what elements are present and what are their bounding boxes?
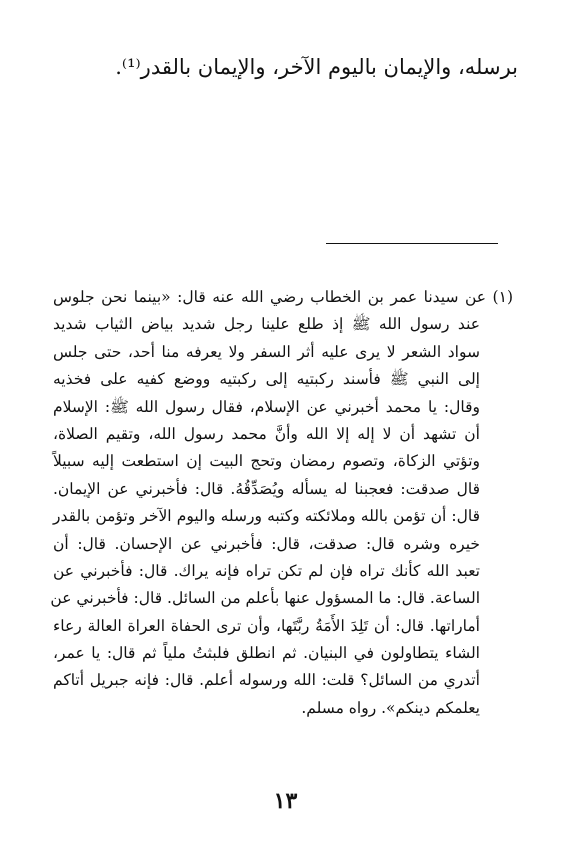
footnote-line: قال: أن تؤمن بالله وملائكته وكتبه ورسله واليوم الآخر وتؤمن بالقدر: [53, 507, 480, 526]
footnote-line: أن تشهد أن لا إله إلا الله وأنَّ محمد رسول الله، وتقيم الصلاة،: [53, 424, 480, 443]
footnote-divider: [326, 243, 498, 244]
footnote-line: أتدري من السائل؟ قلت: الله ورسوله أعلم. قال: فإنه جبريل أتاكم: [53, 671, 480, 690]
footnote-line: خيره وشره قال: صدقت، قال: فأخبرني عن الإحسان. قال: أن: [53, 534, 480, 553]
footnote-line: الشاء يتطاولون في البنيان. ثم انطلق فلبثتُ ملياً ثم قال: يا عمر،: [53, 644, 480, 663]
footnote: [50, 284, 513, 722]
footnote-line: إلى النبي ﷺ فأسند ركبتيه إلى ركبتيه ووضع كفيه على فخذيه: [53, 370, 480, 389]
footnote-line: وتؤتي الزكاة، وتصوم رمضان وتحج البيت إن استطعت إليه سبيلاً: [53, 452, 480, 471]
footnote-line: عند رسول الله ﷺ إذ طلع علينا رجل شديد بياض الثياب شديد: [53, 315, 480, 334]
footnote-line: الساعة. قال: ما المسؤول عنها بأعلم من السائل. قال: فأخبرني عن: [50, 589, 480, 608]
footnote-line: (١) عن سيدنا عمر بن الخطاب رضي الله عنه قال: «بينما نحن جلوس: [53, 288, 513, 306]
footnote-line: سواد الشعر لا يرى عليه أثر السفر ولا يعرفه منا أحد، حتى جلس: [53, 342, 480, 361]
main-text-line: برسله، والإيمان باليوم الآخر، والإيمان بالقدر⁽¹⁾.: [115, 55, 518, 79]
footnote-line: أماراتها. قال: أن تَلِدَ الأَمَةُ ربَّتَها، وأن ترى الحفاة العراة العالة رعاء: [53, 616, 480, 635]
footnote-line: قال صدقت: فعجبنا له يسأله ويُصَدِّقُهُ. قال: فأخبرني عن الإيمان.: [53, 479, 480, 498]
footnote-line: تعبد الله كأنك تراه فإن لم تكن تراه فإنه يراك. قال: فأخبرني عن: [53, 561, 480, 580]
footnote-line: وقال: يا محمد أخبرني عن الإسلام، فقال رسول الله ﷺ: الإسلام: [53, 397, 480, 416]
footnote-line: يعلمكم دينكم». رواه مسلم.: [301, 698, 480, 717]
page-number: ١٣: [273, 788, 298, 814]
